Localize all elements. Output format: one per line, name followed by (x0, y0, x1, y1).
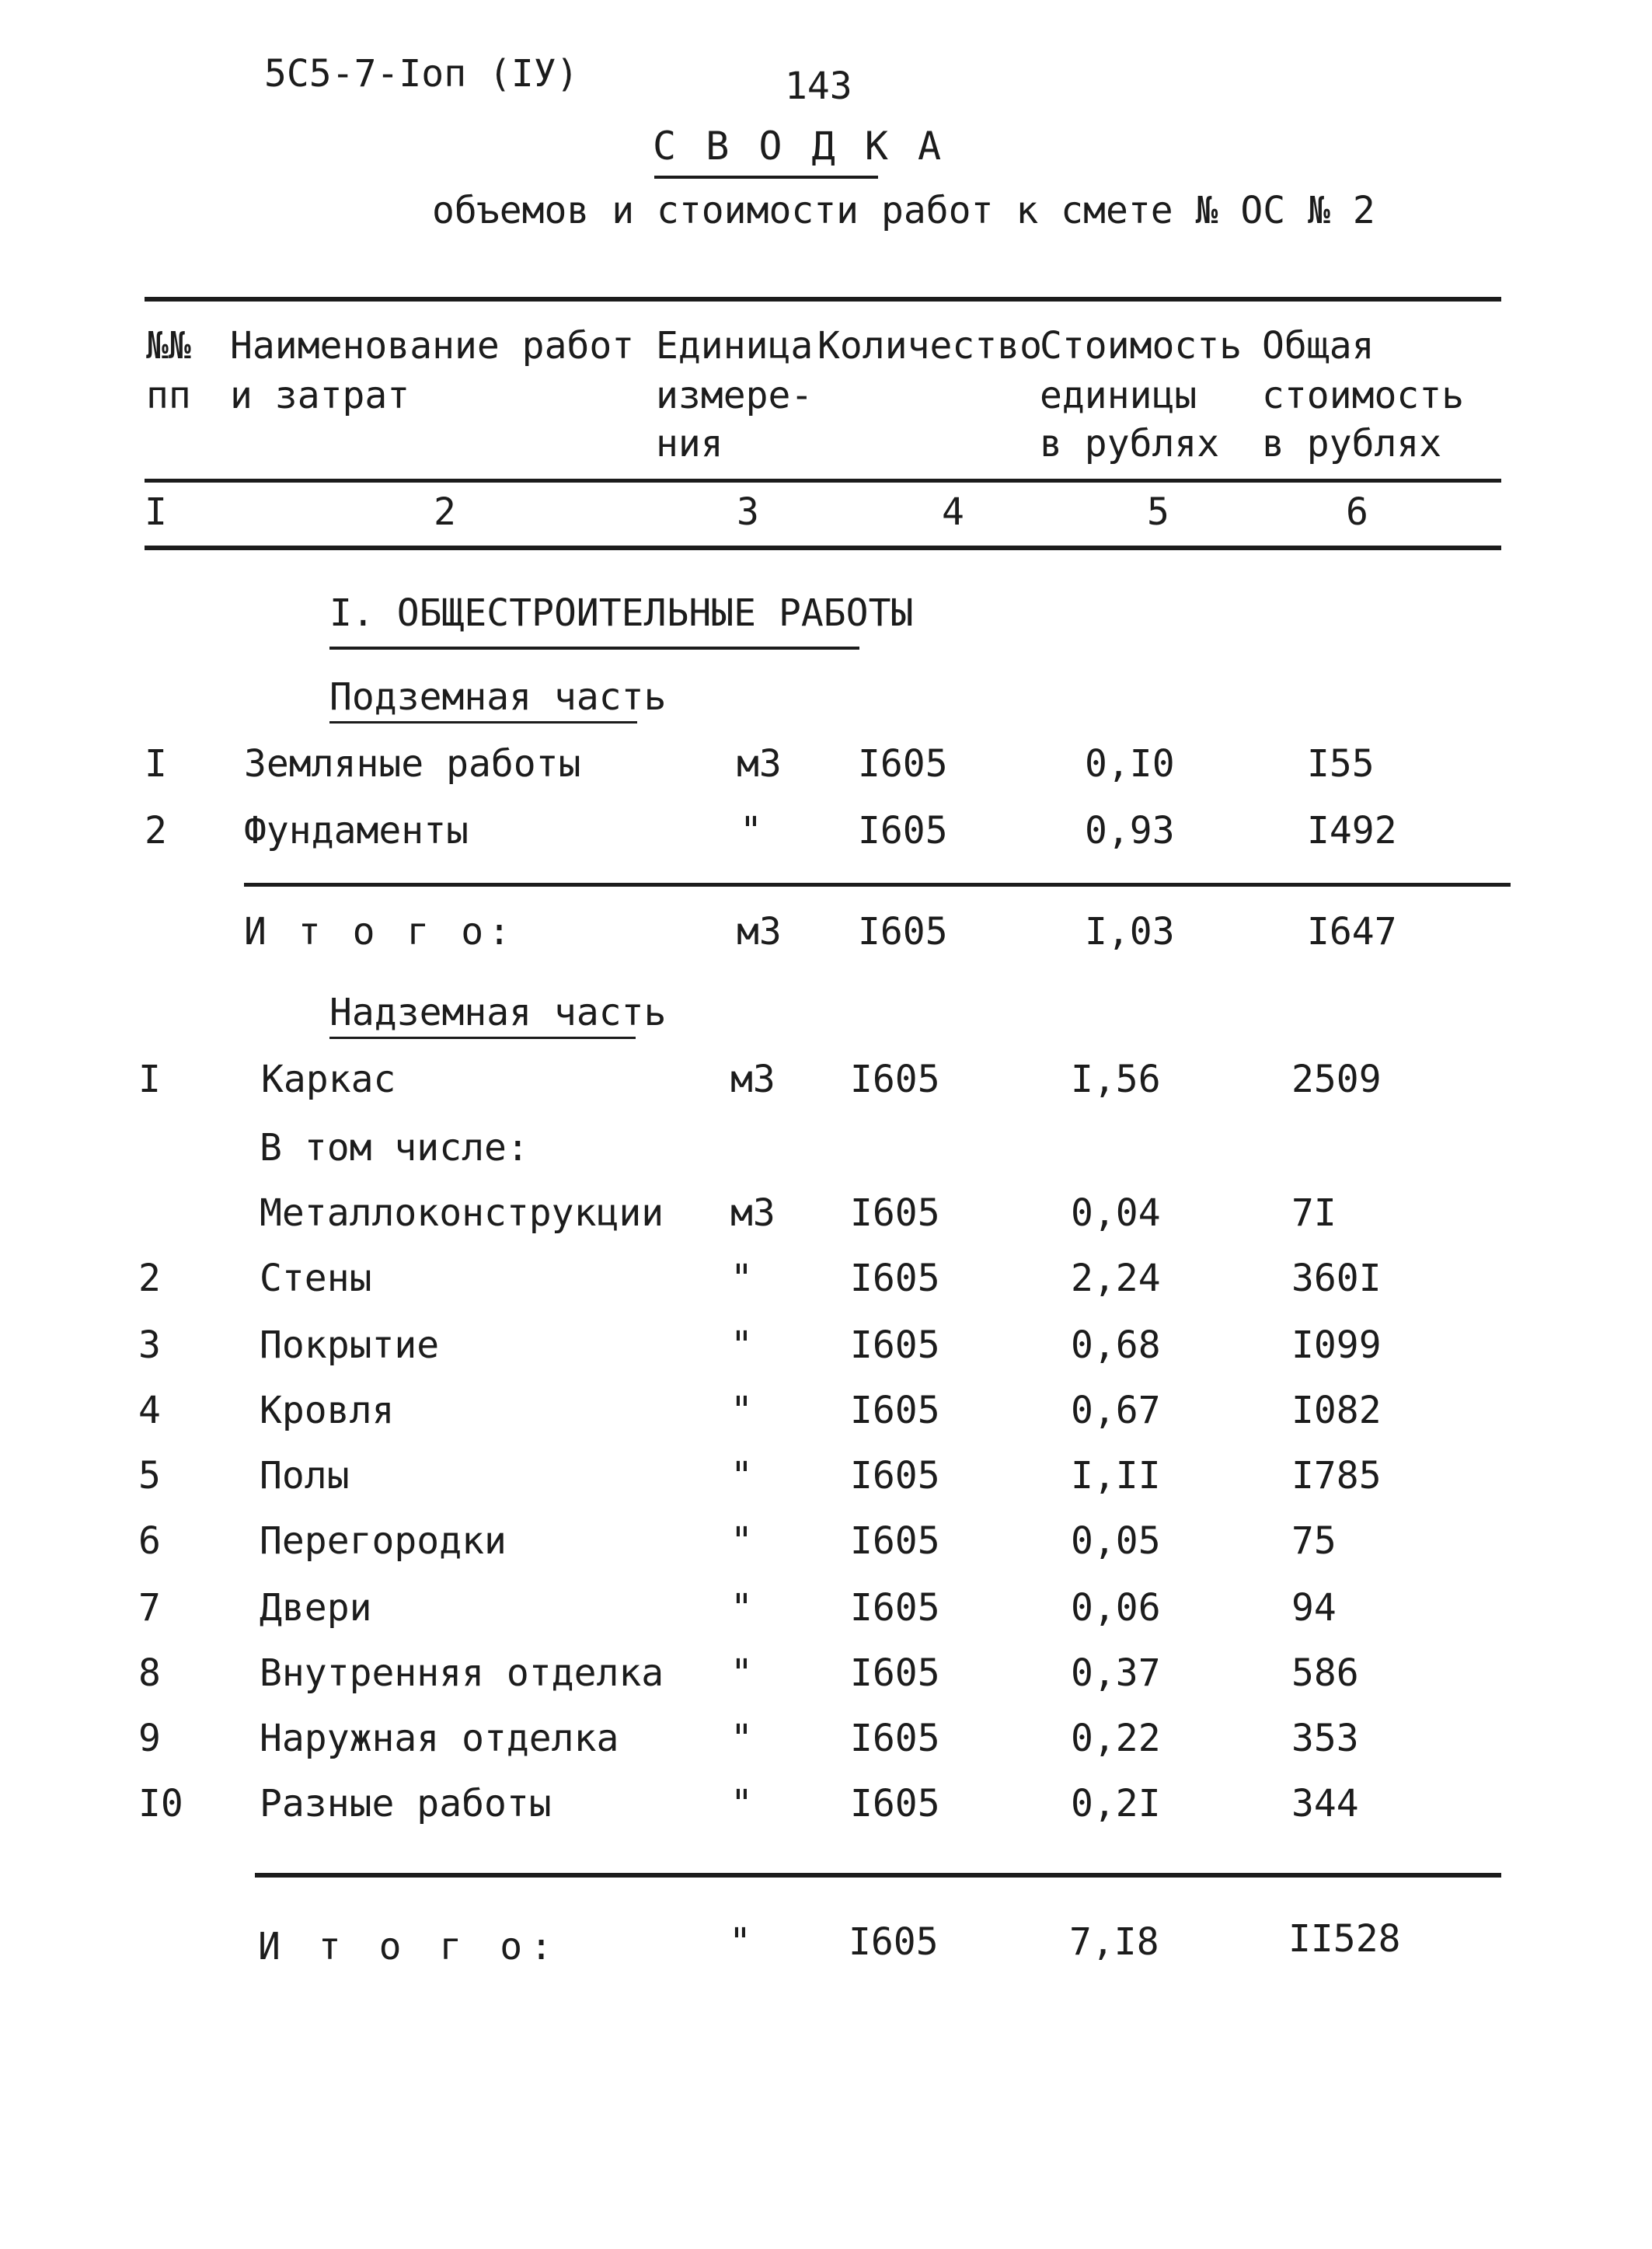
document-title: С В О Д К А (653, 124, 945, 169)
total-unit: м3 (737, 910, 782, 954)
row-unit: " (730, 1782, 753, 1825)
col-number-4: 4 (942, 490, 964, 534)
row-name: Кровля (260, 1389, 395, 1432)
total-total: II528 (1288, 1917, 1401, 1961)
section-title: I. ОБЩЕСТРОИТЕЛЬНЫЕ РАБОТЫ (329, 591, 914, 635)
header-total-line-2: стоимость (1262, 374, 1465, 417)
page-number: 143 (785, 65, 852, 108)
col-number-6: 6 (1346, 490, 1368, 534)
col-number-2: 2 (434, 490, 456, 534)
row-cost: 0,05 (1071, 1519, 1161, 1563)
header-name-line-1: Наименование работ (230, 324, 635, 368)
row-cost: 0,I0 (1085, 742, 1175, 786)
row-total: 344 (1291, 1782, 1359, 1825)
row-total: 2509 (1291, 1058, 1382, 1101)
row-total: 75 (1291, 1519, 1337, 1563)
row-unit: м3 (730, 1191, 775, 1235)
row-qty: I605 (850, 1651, 940, 1695)
row-num: 5 (138, 1454, 161, 1498)
row-qty: I605 (850, 1717, 940, 1760)
header-name-line-2: и затрат (230, 374, 410, 417)
total-qty: I605 (858, 910, 948, 954)
row-total: I785 (1291, 1454, 1382, 1498)
row-num: I0 (138, 1782, 183, 1825)
row-cost: 0,06 (1071, 1586, 1161, 1630)
row-qty: I605 (850, 1519, 940, 1563)
row-qty: I605 (850, 1586, 940, 1630)
row-unit: " (730, 1323, 753, 1367)
row-qty: I605 (858, 809, 948, 853)
row-total: I082 (1291, 1389, 1382, 1432)
row-cost: 0,37 (1071, 1651, 1161, 1695)
row-name: Стены (260, 1257, 372, 1300)
header-total-line-3: в рублях (1262, 422, 1442, 465)
row-name: Перегородки (260, 1519, 507, 1563)
header-total-line-1: Общая (1262, 324, 1375, 368)
header-unit-line-2: измере- (656, 374, 814, 417)
aboveground-total-rule (255, 1873, 1501, 1878)
row-total: 586 (1291, 1651, 1359, 1695)
underground-heading: Подземная часть (329, 675, 667, 719)
row-total: I492 (1307, 809, 1397, 853)
section-title-underline (329, 647, 859, 650)
header-unit-cost-line-3: в рублях (1040, 422, 1220, 465)
row-unit: " (730, 1519, 753, 1563)
row-unit: " (730, 1389, 753, 1432)
row-total: 353 (1291, 1717, 1359, 1760)
row-qty: I605 (858, 742, 948, 786)
row-num: 2 (145, 809, 167, 853)
row-num: 4 (138, 1389, 161, 1432)
col-number-5: 5 (1147, 490, 1169, 534)
row-total: 7I (1291, 1191, 1337, 1235)
row-name: Двери (260, 1586, 372, 1630)
row-qty: I605 (850, 1454, 940, 1498)
row-unit: " (740, 809, 762, 853)
row-cost: 2,24 (1071, 1257, 1161, 1300)
header-unit-cost-line-1: Стоимость (1040, 324, 1242, 368)
row-total: I099 (1291, 1323, 1382, 1367)
header-unit-line-3: ния (656, 422, 723, 465)
row-name: Металлоконструкции (260, 1191, 664, 1235)
row-name: Полы (260, 1454, 350, 1498)
underground-total-rule (244, 883, 1511, 887)
col-number-3: 3 (737, 490, 759, 534)
row-cost: 0,04 (1071, 1191, 1161, 1235)
underground-heading-underline (329, 721, 637, 724)
total-unit: " (729, 1920, 751, 1964)
row-unit: м3 (737, 742, 782, 786)
row-num: 7 (138, 1586, 161, 1630)
row-num: I (145, 742, 167, 786)
document-subtitle: объемов и стоимости работ к смете № ОС № 2 (432, 189, 1375, 232)
row-cost: 0,2I (1071, 1782, 1161, 1825)
row-unit: м3 (730, 1058, 775, 1101)
row-num: 3 (138, 1323, 161, 1367)
row-num: 6 (138, 1519, 161, 1563)
row-name: Разные работы (260, 1782, 552, 1825)
row-name: Внутренняя отделка (260, 1651, 664, 1695)
row-qty: I605 (850, 1191, 940, 1235)
row-cost: 0,68 (1071, 1323, 1161, 1367)
document-code: 5С5-7-Iоп (IУ) (264, 52, 579, 96)
row-name: Наружная отделка (260, 1717, 619, 1760)
row-total: 94 (1291, 1586, 1337, 1630)
row-total: I55 (1307, 742, 1375, 786)
header-bottom-rule (145, 479, 1501, 483)
row-cost: 0,67 (1071, 1389, 1161, 1432)
column-number-bottom-rule (145, 546, 1501, 550)
row-unit: " (730, 1651, 753, 1695)
total-total: I647 (1307, 910, 1397, 954)
row-unit: " (730, 1717, 753, 1760)
row-cost: I,56 (1071, 1058, 1161, 1101)
row-num: 8 (138, 1651, 161, 1695)
header-num-line-1: №№ (146, 324, 191, 368)
row-name: Земляные работы (244, 742, 581, 786)
row-qty: I605 (850, 1782, 940, 1825)
row-unit: " (730, 1257, 753, 1300)
table-top-rule (145, 297, 1501, 302)
total-label: И т о г о: (244, 910, 515, 954)
row-name: Покрытие (260, 1323, 440, 1367)
aboveground-heading-underline (329, 1037, 636, 1039)
total-cost: 7,I8 (1069, 1920, 1159, 1964)
row-num: I (138, 1058, 161, 1101)
header-unit-line-1: Единица (656, 324, 814, 368)
row-cost: 0,22 (1071, 1717, 1161, 1760)
row-total: 360I (1291, 1257, 1382, 1300)
row-unit: " (730, 1586, 753, 1630)
row-qty: I605 (850, 1323, 940, 1367)
total-qty: I605 (849, 1920, 939, 1964)
row-qty: I605 (850, 1389, 940, 1432)
row-name: В том числе: (260, 1126, 529, 1170)
aboveground-heading: Надземная часть (329, 991, 667, 1034)
row-cost: I,II (1071, 1454, 1161, 1498)
title-underline (654, 176, 878, 179)
row-name: Каркас (261, 1058, 396, 1101)
header-unit-cost-line-2: единицы (1040, 374, 1197, 417)
row-unit: " (730, 1454, 753, 1498)
row-qty: I605 (850, 1058, 940, 1101)
row-name: Фундаменты (244, 809, 469, 853)
col-number-1: I (145, 490, 167, 534)
row-cost: 0,93 (1085, 809, 1175, 853)
total-label: И т о г о: (258, 1925, 560, 1968)
header-num-line-2: пп (146, 374, 191, 417)
row-num: 9 (138, 1717, 161, 1760)
row-num: 2 (138, 1257, 161, 1300)
header-qty: Количество (817, 324, 1042, 368)
total-cost: I,03 (1085, 910, 1175, 954)
row-qty: I605 (850, 1257, 940, 1300)
